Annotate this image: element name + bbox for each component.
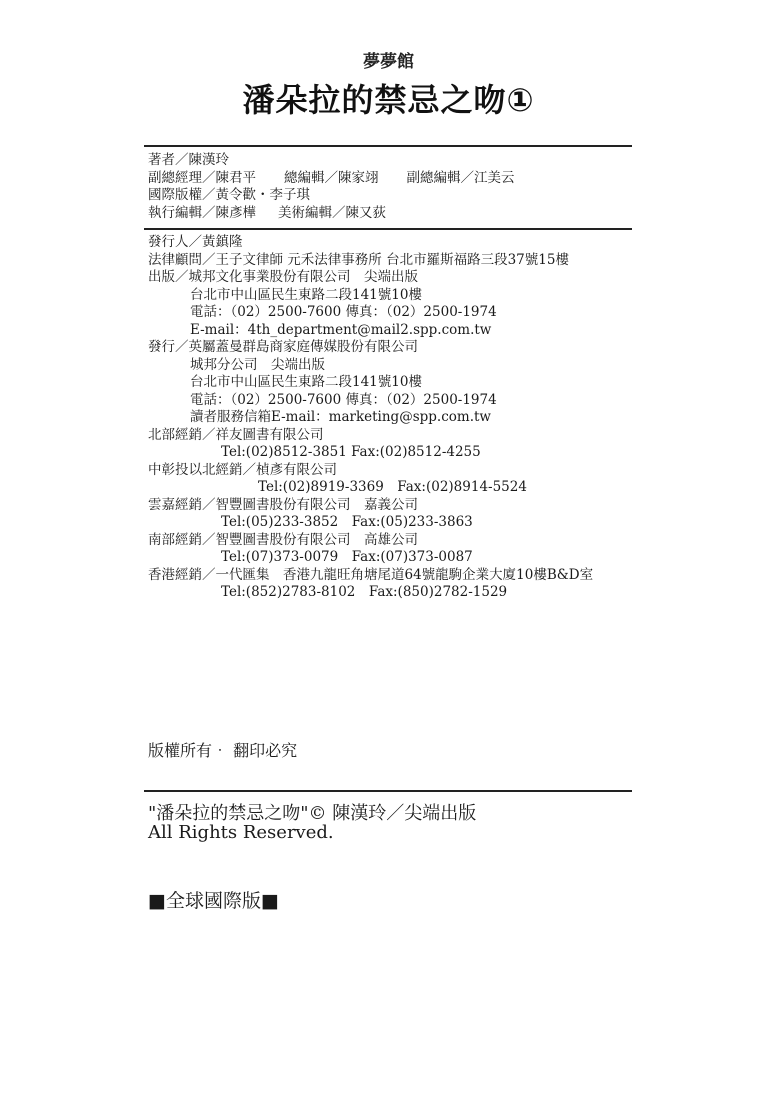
rights-reserved: All Rights Reserved. [148, 822, 334, 843]
divider-bottom [144, 790, 632, 792]
managers-line [148, 170, 515, 188]
series-name: 夢夢館 [363, 52, 414, 72]
north-distributor: 北部經銷／祥友圖書有限公司 [148, 426, 324, 443]
chiayi-distributor-tel: Tel:(05)233-3852 Fax:(05)233-3863 [221, 514, 473, 530]
edition-label: ■全球國際版■ [148, 890, 279, 912]
chiayi-distributor: 雲嘉經銷／智豐圖書股份有限公司 嘉義公司 [148, 496, 418, 513]
copyright-notice: 版權所有‧ 翻印必究 [148, 741, 298, 760]
credits-block [148, 152, 515, 222]
legal-line: 法律顧問／王子文律師 元禾法律事務所 台北市羅斯福路三段37號15樓 [148, 251, 569, 268]
hk-distributor-tel: Tel:(852)2783-8102 Fax:(850)2782-1529 [221, 584, 508, 600]
chief-editor: 總編輯／陳家翊 [284, 169, 379, 186]
publishing-block [148, 234, 593, 602]
distributor-address: 台北市中山區民生東路二段141號10樓 [190, 374, 422, 390]
copyright-title: "潘朵拉的禁忌之吻"© 陳漢玲／尖端出版 [148, 803, 477, 824]
exec-editor: 執行編輯／陳彥樺 [148, 204, 256, 221]
south-distributor: 南部經銷／智豐圖書股份有限公司 高雄公司 [148, 531, 418, 548]
intl-rights-line: 國際版權／黃令歡・李子琪 [148, 187, 310, 203]
art-editor: 美術編輯／陳又荻 [278, 204, 386, 221]
distributor-branch: 城邦分公司 尖端出版 [190, 356, 325, 373]
author-line: 著者／陳漢玲 [148, 152, 229, 168]
south-distributor-tel: Tel:(07)373-0079 Fax:(07)373-0087 [221, 549, 473, 565]
north-distributor-tel: Tel:(02)8512-3851 Fax:(02)8512-4255 [221, 444, 481, 460]
hk-distributor: 香港經銷／一代匯集 香港九龍旺角塘尾道64號龍駒企業大廈10樓B&D室 [148, 566, 594, 583]
central-distributor-tel: Tel:(02)8919-3369 Fax:(02)8914-5524 [258, 479, 527, 495]
distributor-tel: 電話：（02）2500-7600 傳真：（02）2500-1974 [190, 391, 497, 408]
distributor-email: 讀者服務信箱E-mail：marketing@spp.com.tw [190, 409, 491, 425]
editors-line [148, 205, 515, 223]
publisher-company: 出版／城邦文化事業股份有限公司 尖端出版 [148, 269, 418, 285]
divider-top [144, 145, 632, 147]
deputy-manager: 副總經理／陳君平 [148, 169, 256, 186]
deputy-chief-editor: 副總編輯／江美云 [406, 169, 515, 186]
publisher-address: 台北市中山區民生東路二段141號10樓 [190, 286, 422, 303]
central-distributor: 中彰投以北經銷／楨彥有限公司 [148, 461, 337, 478]
distributor-line: 發行／英屬蓋曼群島商家庭傳媒股份有限公司 [148, 339, 418, 355]
publisher-line: 發行人／黃鎮隆 [148, 234, 243, 250]
publisher-email: E-mail：4th_department@mail2.spp.com.tw [190, 321, 492, 338]
divider-middle [144, 228, 632, 230]
book-title: 潘朵拉的禁忌之吻① [242, 81, 535, 119]
publisher-tel: 電話：（02）2500-7600 傳真：（02）2500-1974 [190, 304, 497, 320]
